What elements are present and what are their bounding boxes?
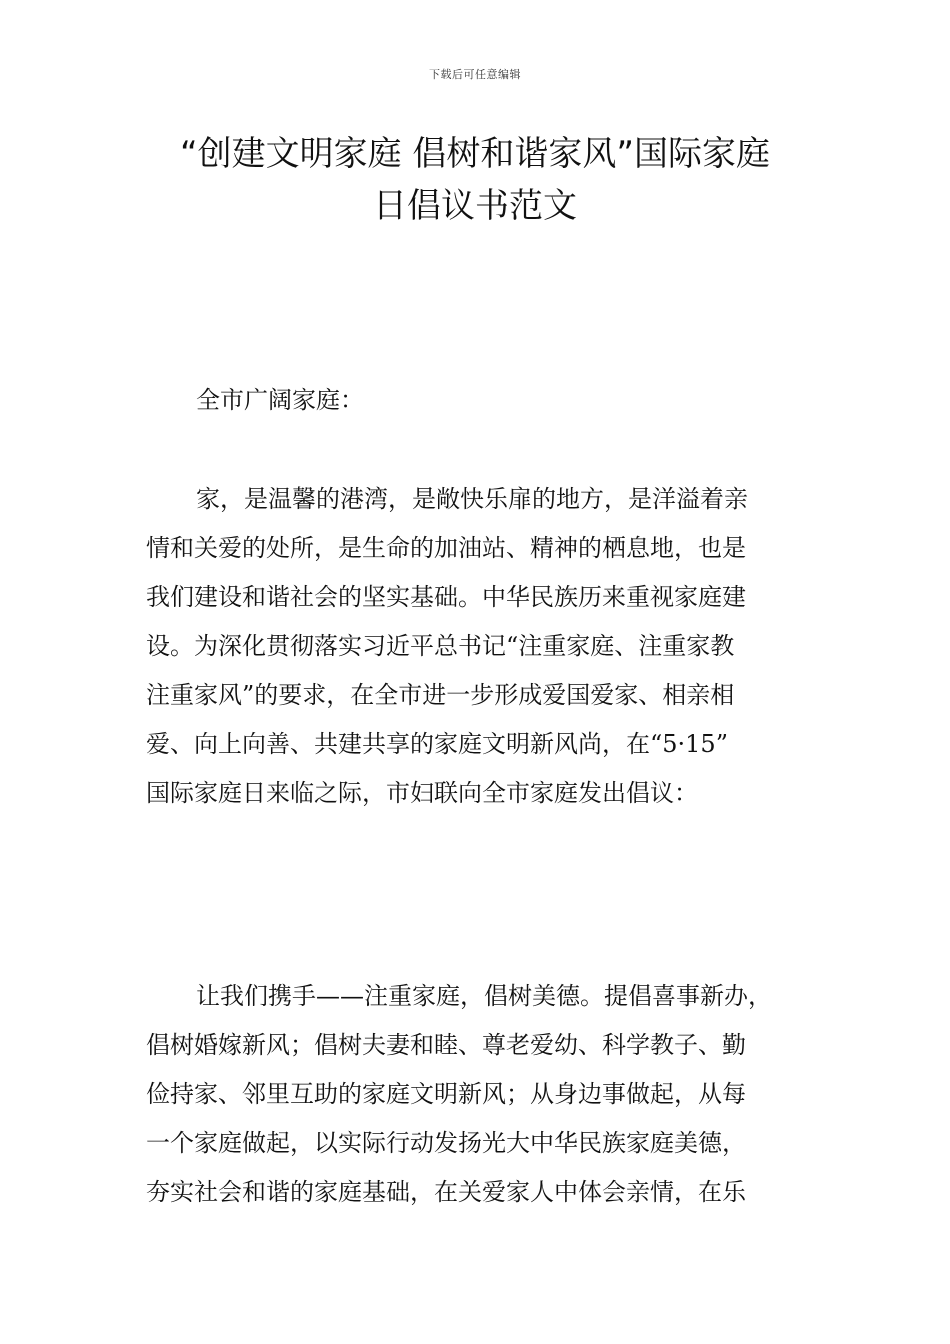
paragraph-line: 让我们携手——注重家庭，倡树美德。提倡喜事新办， — [196, 982, 772, 1010]
document-title — [110, 128, 840, 232]
paragraph-line: 一个家庭做起，以实际行动发扬光大中华民族家庭美德， — [146, 1129, 746, 1157]
paragraph-line: 倡树婚嫁新风；倡树夫妻和睦、尊老爱幼、科学教子、勤 — [146, 1031, 746, 1059]
title-line-1: “创建文明家庭 倡树和谐家风”国际家庭 — [179, 134, 771, 174]
salutation: 全市广阔家庭： — [196, 386, 364, 414]
paragraph-line: 注重家风”的要求，在全市进一步形成爱国爱家、相亲相 — [146, 681, 735, 709]
paragraph-line: 设。为深化贯彻落实习近平总书记“注重家庭、注重家教 — [146, 632, 735, 660]
paragraph-2 — [146, 972, 836, 1217]
paragraph-line: 爱、向上向善、共建共享的家庭文明新风尚，在“5·15” — [146, 730, 728, 758]
header-note: 下载后可任意编辑 — [429, 68, 521, 81]
paragraph-line: 情和关爱的处所，是生命的加油站、精神的栖息地，也是 — [146, 534, 746, 562]
paragraph-line: 我们建设和谐社会的坚实基础。中华民族历来重视家庭建 — [146, 583, 746, 611]
paragraph-line: 国际家庭日来临之际，市妇联向全市家庭发出倡议： — [146, 779, 698, 807]
paragraph-line: 夯实社会和谐的家庭基础，在关爱家人中体会亲情，在乐 — [146, 1178, 746, 1206]
paragraph-line: 俭持家、邻里互助的家庭文明新风；从身边事做起，从每 — [146, 1080, 746, 1108]
title-line-2: 日倡议书范文 — [373, 186, 577, 226]
paragraph-1 — [146, 475, 836, 818]
paragraph-line: 家，是温馨的港湾，是敞快乐扉的地方，是洋溢着亲 — [196, 485, 748, 513]
